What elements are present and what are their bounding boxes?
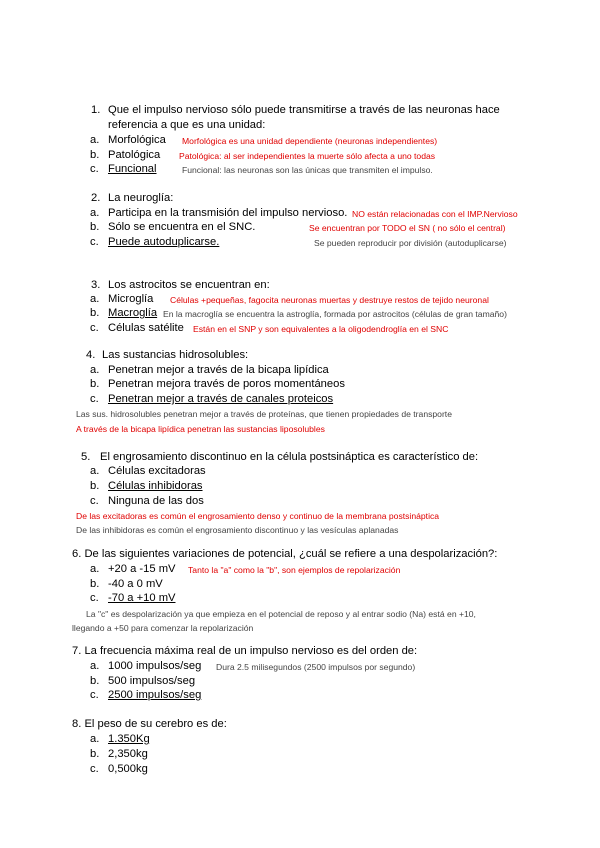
q5-note-gray: De las inhibidoras es común el engrosamiento discontinuo y las vesículas aplanadas — [76, 525, 399, 535]
q5-text: El engrosamiento discontinuo en la célula postsináptica es característico de: — [100, 451, 479, 463]
q7-option-a-letter: a. — [90, 660, 100, 672]
q5-option-a-letter: a. — [90, 465, 100, 477]
q3-option-a-letter: a. — [90, 293, 100, 305]
q2-text: La neuroglía: — [108, 192, 174, 204]
q7-option-c: 2500 impulsos/seg — [108, 689, 202, 701]
q2-option-c-letter: c. — [90, 236, 99, 248]
q6-option-c: -70 a +10 mV — [108, 592, 176, 604]
q4-option-a: Penetran mejor a través de la bicapa lipídica — [108, 364, 329, 376]
q3-option-b: Macroglía — [108, 307, 158, 319]
q5-option-a: Células excitadoras — [108, 465, 206, 477]
q1-option-b-note: Patológica: al ser independientes la muerte sólo afecta a uno todas — [179, 151, 436, 161]
q4-note-red: A través de la bicapa lipídica penetran las sustancias liposolubles — [76, 424, 325, 434]
q6-option-b: -40 a 0 mV — [108, 578, 163, 590]
q5-option-c: Ninguna de las dos — [108, 495, 204, 507]
q8-option-c-letter: c. — [90, 763, 99, 775]
q4-option-b: Penetran mejora través de poros momentáneos — [108, 378, 345, 390]
q3-option-a-note: Células +pequeñas, fagocita neuronas muertas y destruye restos de tejido neuronal — [170, 295, 489, 305]
q1-option-c-letter: c. — [90, 163, 99, 175]
q6-option-a-letter: a. — [90, 563, 100, 575]
q3-option-b-note: En la macroglía se encuentra la astroglía, formada por astrocitos (células de gran tamaño) — [163, 309, 507, 319]
q8-option-b: 2,350kg — [108, 748, 148, 760]
q1-option-b: Patológica — [108, 149, 161, 161]
q1-number: 1. — [91, 104, 101, 116]
q6-note-line2: llegando a +50 para comenzar la repolarización — [72, 623, 254, 633]
q6-option-b-letter: b. — [90, 578, 100, 590]
q8-option-a-letter: a. — [90, 733, 100, 745]
q2-option-a-letter: a. — [90, 207, 100, 219]
q3-option-c-note: Están en el SNP y son equivalentes a la oligodendroglía en el SNC — [193, 324, 449, 334]
q5-option-b: Células inhibidoras — [108, 480, 203, 492]
q1-option-b-letter: b. — [90, 149, 100, 161]
q3-option-b-letter: b. — [90, 307, 100, 319]
q1-option-c-note: Funcional: las neuronas son las únicas que transmiten el impulso. — [182, 165, 433, 175]
q7-option-b-letter: b. — [90, 675, 100, 687]
q4-option-b-letter: b. — [90, 378, 100, 390]
q2-option-c-note: Se pueden reproducir por división (autoduplicarse) — [314, 238, 507, 248]
q7-option-c-letter: c. — [90, 689, 99, 701]
q7-option-b: 500 impulsos/seg — [108, 675, 196, 687]
q4-option-c: Penetran mejor a través de canales proteicos — [108, 393, 334, 405]
q8-option-b-letter: b. — [90, 748, 100, 760]
q3-number: 3. — [91, 279, 101, 291]
q4-text: Las sustancias hidrosolubles: — [102, 349, 249, 361]
q2-option-a: Participa en la transmisión del impulso nervioso. — [108, 207, 348, 219]
q3-option-c: Células satélite — [108, 322, 184, 334]
q1-option-a: Morfológica — [108, 134, 166, 146]
q1-option-c: Funcional — [108, 163, 157, 175]
q7-option-a: 1000 impulsos/seg — [108, 660, 202, 672]
q8-text: 8. El peso de su cerebro es de: — [72, 718, 227, 730]
q3-option-c-letter: c. — [90, 322, 99, 334]
q8-option-c: 0,500kg — [108, 763, 148, 775]
q6-note-line1: La "c" es despolarización ya que empieza en el potencial de reposo y al entrar sodio (Na) está en +10, — [86, 609, 476, 619]
q1-option-a-note: Morfológica es una unidad dependiente (neuronas independientes) — [182, 136, 438, 146]
q2-option-b-note: Se encuentran por TODO el SN ( no sólo el central) — [309, 223, 506, 233]
q2-option-b: Sólo se encuentra en el SNC. — [108, 221, 256, 233]
q5-option-b-letter: b. — [90, 480, 100, 492]
q4-note-gray: Las sus. hidrosolubles penetran mejor a través de proteínas, que tienen propiedades de transporte — [76, 409, 452, 419]
q4-option-c-letter: c. — [90, 393, 99, 405]
q1-option-a-letter: a. — [90, 134, 100, 146]
q7-text: 7. La frecuencia máxima real de un impulso nervioso es del orden de: — [72, 645, 418, 657]
q3-text: Los astrocitos se encuentran en: — [108, 279, 270, 291]
q5-number: 5. — [81, 451, 91, 463]
q4-option-a-letter: a. — [90, 364, 100, 376]
q5-note-red: De las excitadoras es común el engrosamiento denso y continuo de la membrana postsináptica — [76, 511, 440, 521]
q2-option-b-letter: b. — [90, 221, 100, 233]
q6-option-a: +20 a -15 mV — [108, 563, 176, 575]
q7-option-a-note: Dura 2.5 milisegundos (2500 impulsos por segundo) — [216, 662, 416, 672]
q2-number: 2. — [91, 192, 101, 204]
q6-option-c-letter: c. — [90, 592, 99, 604]
q5-option-c-letter: c. — [90, 495, 99, 507]
q4-number: 4. — [86, 349, 96, 361]
q2-option-a-note: NO están relacionadas con el IMP.Nervioso — [352, 209, 518, 219]
q2-option-c: Puede autoduplicarse. — [108, 236, 220, 248]
q8-option-a: 1.350Kg — [108, 733, 150, 745]
q6-option-a-note: Tanto la "a" como la "b", son ejemplos de repolarización — [188, 565, 401, 575]
q6-text: 6. De las siguientes variaciones de potencial, ¿cuál se refiere a una despolarización?: — [72, 548, 498, 560]
q1-text-line1: Que el impulso nervioso sólo puede transmitirse a través de las neuronas hace — [108, 104, 500, 116]
q3-option-a: Microglía — [108, 293, 154, 305]
q1-text-line2: referencia a que es una unidad: — [108, 119, 266, 131]
